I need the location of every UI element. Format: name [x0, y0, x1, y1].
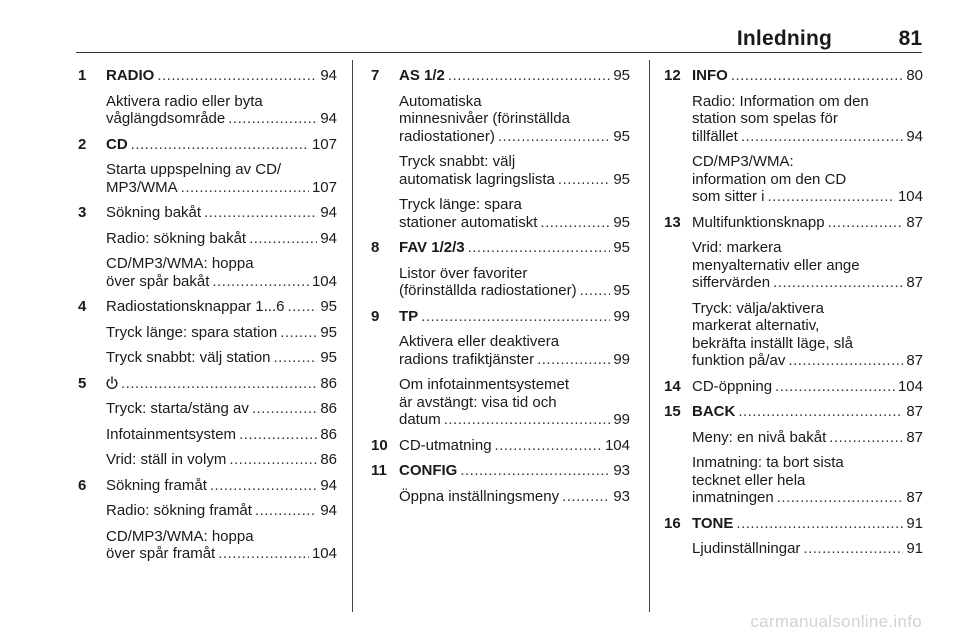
index-line [692, 489, 923, 507]
page-ref: 95 [613, 127, 630, 145]
entry-label: TP [399, 307, 419, 325]
index-entry [371, 462, 630, 505]
index-line [106, 179, 337, 197]
dot-leader [157, 67, 317, 85]
index-line [106, 400, 337, 418]
sub-entry-text: Tryck snabbt: välj [399, 153, 516, 170]
page-ref: 91 [906, 514, 923, 532]
sub-entry [106, 255, 337, 290]
index-entry [78, 374, 337, 469]
index-entry [78, 135, 337, 197]
dot-leader [829, 429, 903, 447]
entry-label: automatisk lagringslista [399, 170, 555, 188]
watermark: carmanualsonline.info [750, 612, 922, 631]
entry-label: Radio: sökning bakåt [106, 229, 247, 247]
entry-label: Tryck: starta/stäng av [106, 400, 249, 417]
entry-label: som sitter i [692, 188, 765, 205]
entry-label: Multifunktionsknapp [692, 213, 825, 231]
page-ref: 95 [320, 323, 337, 341]
sub-entry-text: Starta uppspelning av CD/ [106, 161, 282, 178]
page-ref: 95 [613, 67, 630, 84]
entry-label: datum [399, 411, 441, 428]
dot-leader [444, 411, 611, 429]
page-ref: 104 [311, 545, 337, 562]
page-ref: 95 [613, 239, 630, 256]
index-entry [371, 436, 630, 455]
index-line [399, 411, 630, 429]
index-line [692, 403, 923, 421]
entry-label: över spår framåt [106, 545, 216, 562]
sub-entry [692, 300, 923, 370]
entry-label: radiostationer) [399, 127, 495, 145]
entry-label: BACK [692, 403, 736, 420]
page-ref: 94 [320, 110, 337, 127]
entry-label: Infotainmentsystem [106, 425, 237, 443]
index-entry [664, 67, 923, 206]
index-entry [371, 67, 630, 231]
sub-entry [692, 540, 923, 558]
dot-leader [775, 378, 895, 396]
entry-label: Sökning framåt [106, 476, 207, 494]
page-ref: 87 [906, 274, 923, 291]
item-number: 11 [371, 462, 387, 479]
index-line [399, 462, 630, 480]
index-line [692, 429, 923, 447]
index-line [106, 349, 337, 367]
item-number: 5 [78, 374, 87, 392]
sub-entry [106, 400, 337, 418]
dot-leader [421, 308, 610, 326]
page-ref: 94 [320, 476, 337, 494]
entry-label: våglängdsområde [106, 110, 226, 127]
entry-label: (förinställda radiostationer) [399, 282, 577, 299]
dot-leader [468, 239, 611, 257]
index-column-2 [371, 67, 630, 513]
entry-label: Tryck länge: spara station [106, 323, 278, 341]
dot-leader [274, 349, 318, 367]
entry-label: TONE [692, 514, 734, 532]
index-line [692, 274, 923, 292]
entry-label: MP3/WMA [106, 178, 178, 196]
entry-label: CONFIG [399, 462, 458, 479]
item-number: 3 [78, 204, 87, 221]
dot-leader [562, 488, 610, 506]
page-ref: 104 [311, 272, 337, 290]
dot-leader [498, 128, 610, 146]
sub-entry-text: information om den CD [692, 170, 847, 188]
dot-leader [204, 204, 317, 222]
dot-leader [495, 437, 602, 455]
column-divider [352, 60, 353, 612]
entry-label [106, 375, 118, 393]
dot-leader [537, 351, 610, 369]
dot-leader [252, 400, 317, 418]
dot-leader [181, 179, 309, 197]
index-column-1 [78, 67, 337, 571]
sub-entry-text: Radio: Information om den [692, 92, 869, 110]
index-line [692, 128, 923, 146]
sub-entry-text: CD/MP3/WMA: hoppa [106, 527, 254, 545]
index-entry [664, 213, 923, 370]
page-ref: 104 [897, 377, 923, 395]
page-ref: 95 [613, 282, 630, 299]
page-ref: 94 [320, 67, 337, 84]
item-number: 13 [664, 213, 681, 231]
index-line [692, 515, 923, 533]
index-line [106, 110, 337, 128]
index-entry [664, 514, 923, 558]
page-ref: 86 [320, 451, 337, 468]
sub-entry-text: Automatiska [399, 92, 482, 110]
entry-label: stationer automatiskt [399, 213, 538, 231]
column-divider [649, 60, 650, 612]
entry-label: INFO [692, 67, 728, 84]
entry-label: funktion på/av [692, 352, 786, 369]
dot-leader [741, 128, 903, 146]
sub-entry-text: tecknet eller hela [692, 471, 806, 489]
page-ref: 107 [311, 178, 337, 196]
entry-label: över spår bakåt [106, 272, 210, 290]
page-ref: 95 [613, 170, 630, 188]
page-ref: 93 [613, 462, 630, 479]
item-number: 1 [78, 67, 87, 84]
dot-leader [558, 171, 610, 189]
page-ref: 91 [906, 540, 923, 557]
page-ref: 86 [320, 425, 337, 443]
entry-label: CD [106, 135, 128, 153]
item-number: 12 [664, 67, 681, 84]
dot-leader [255, 502, 317, 520]
page-ref: 87 [906, 428, 923, 446]
sub-entry [399, 153, 630, 188]
index-line [106, 67, 337, 85]
dot-leader [218, 545, 309, 563]
sub-entry [106, 451, 337, 469]
entry-label: Radio: sökning framåt [106, 502, 252, 519]
entry-label: AS 1/2 [399, 67, 445, 84]
page-ref: 104 [604, 436, 630, 454]
power-icon [106, 376, 118, 390]
index-line [399, 351, 630, 369]
index-line [692, 67, 923, 85]
sub-entry-text: bekräfta inställt läge, slå [692, 334, 853, 352]
dot-leader [788, 352, 903, 370]
item-number: 4 [78, 298, 87, 315]
entry-label: Radiostationsknappar 1...6 [106, 298, 285, 315]
index-entry [371, 239, 630, 300]
index-line [692, 188, 923, 206]
page-ref: 80 [906, 67, 923, 84]
entry-label: siffervärden [692, 274, 771, 291]
index-line [106, 375, 337, 393]
sub-entry [692, 239, 923, 292]
sub-entry [106, 426, 337, 444]
page-ref: 87 [906, 213, 923, 231]
entry-label: Öppna inställningsmeny [399, 487, 560, 505]
dot-leader [228, 110, 317, 128]
index-line [692, 378, 923, 396]
index-line [106, 136, 337, 154]
dot-leader [736, 515, 903, 533]
sub-entry-text: Tryck: välja/aktivera [692, 299, 824, 317]
dot-leader [460, 462, 610, 480]
dot-leader [131, 136, 309, 154]
entry-label: Vrid: ställ in volym [106, 451, 227, 468]
page-ref: 95 [320, 298, 337, 315]
index-line [106, 324, 337, 342]
dot-leader [580, 282, 611, 300]
sub-entry-text: Tryck länge: spara [399, 196, 522, 213]
sub-entry [106, 502, 337, 520]
index-line [106, 451, 337, 469]
sub-entry [692, 429, 923, 447]
sub-entry [399, 196, 630, 231]
sub-entry-text: Aktivera eller deaktivera [399, 333, 560, 350]
dot-leader [239, 426, 317, 444]
sub-entry [692, 93, 923, 146]
sub-entry-text: är avstängt: visa tid och [399, 393, 557, 411]
item-number: 10 [371, 436, 388, 454]
item-number: 7 [371, 67, 380, 84]
page-ref: 94 [906, 127, 923, 145]
sub-entry-text: Inmatning: ta bort sista [692, 454, 844, 471]
dot-leader [287, 298, 317, 316]
item-number: 15 [664, 403, 681, 420]
page-ref: 86 [320, 374, 337, 392]
index-entry [78, 67, 337, 128]
dot-leader [768, 188, 895, 206]
index-line [106, 502, 337, 520]
index-line [106, 204, 337, 222]
item-number: 14 [664, 377, 681, 395]
index-line [399, 437, 630, 455]
index-line [399, 67, 630, 85]
page-ref: 94 [320, 502, 337, 519]
sub-entry [399, 488, 630, 506]
sub-entry-text: station som spelas för [692, 110, 838, 127]
index-line [399, 128, 630, 146]
page-ref: 94 [320, 229, 337, 247]
sub-entry [106, 93, 337, 128]
entry-label: CD-utmatning [399, 436, 492, 454]
index-entry [78, 204, 337, 290]
index-line [399, 171, 630, 189]
sub-entry [106, 161, 337, 196]
entry-label: Sökning bakåt [106, 204, 202, 221]
sub-entry-text: Vrid: markera [692, 239, 782, 256]
dot-leader [229, 451, 317, 469]
sub-entry [399, 376, 630, 429]
section-title: Inledning [736, 27, 832, 50]
index-line [106, 426, 337, 444]
page-ref: 95 [613, 213, 630, 231]
sub-entry [399, 93, 630, 146]
sub-entry [106, 528, 337, 563]
sub-entry [106, 230, 337, 248]
index-entry [78, 476, 337, 563]
sub-entry-text: Aktivera radio eller byta [106, 92, 263, 110]
dot-leader [210, 477, 317, 495]
index-line [399, 488, 630, 506]
dot-leader [731, 67, 903, 85]
page-ref: 107 [311, 135, 337, 153]
index-line [399, 239, 630, 257]
page-ref: 95 [320, 349, 337, 366]
sub-entry-text: Listor över favoriter [399, 264, 528, 282]
item-number: 9 [371, 307, 380, 325]
dot-leader [777, 489, 904, 507]
dot-leader [280, 324, 317, 342]
page-ref: 99 [613, 411, 630, 428]
page-number: 81 [898, 27, 922, 50]
item-number: 2 [78, 135, 87, 153]
dot-leader [828, 214, 904, 232]
dot-leader [738, 403, 903, 421]
index-line [692, 214, 923, 232]
dot-leader [773, 274, 903, 292]
dot-leader [803, 540, 903, 558]
entry-label: Tryck snabbt: välj station [106, 349, 271, 366]
entry-label: FAV 1/2/3 [399, 239, 465, 256]
page-ref: 99 [613, 307, 630, 325]
entry-label: Ljudinställningar [692, 540, 801, 557]
page-ref: 94 [320, 204, 337, 221]
index-entry [664, 403, 923, 507]
entry-label: inmatningen [692, 489, 774, 506]
sub-entry-text: minnesnivåer (förinställda [399, 110, 570, 127]
sub-entry [692, 454, 923, 507]
page-ref: 87 [906, 352, 923, 369]
sub-entry-text: CD/MP3/WMA: hoppa [106, 255, 254, 272]
dot-leader [212, 273, 309, 291]
sub-entry-text: menyalternativ eller ange [692, 256, 860, 274]
index-entry [371, 307, 630, 429]
sub-entry [399, 265, 630, 300]
header-rule [76, 52, 922, 53]
dot-leader [249, 230, 317, 248]
entry-label: Meny: en nivå bakåt [692, 428, 827, 446]
index-line [399, 308, 630, 326]
dot-leader [448, 67, 610, 85]
index-line [692, 540, 923, 558]
index-entry [664, 377, 923, 396]
item-number: 8 [371, 239, 380, 256]
index-line [399, 214, 630, 232]
entry-label: RADIO [106, 67, 155, 84]
index-entry [78, 298, 337, 367]
item-number: 16 [664, 514, 681, 532]
index-line [106, 298, 337, 316]
sub-entry [106, 324, 337, 342]
index-line [692, 352, 923, 370]
index-line [106, 477, 337, 495]
entry-label: tillfället [692, 127, 738, 145]
sub-entry-text: markerat alternativ, [692, 317, 820, 334]
index-line [106, 545, 337, 563]
entry-label: CD-öppning [692, 377, 773, 395]
item-number: 6 [78, 476, 87, 494]
dot-leader [540, 214, 610, 232]
sub-entry [399, 333, 630, 368]
sub-entry-text: CD/MP3/WMA: [692, 153, 794, 170]
page-ref: 87 [906, 489, 923, 506]
sub-entry-text: Om infotainmentsystemet [399, 376, 570, 393]
index-line [106, 230, 337, 248]
dot-leader [121, 375, 317, 393]
page-ref: 87 [906, 403, 923, 420]
page-ref: 86 [320, 400, 337, 417]
page-ref: 93 [613, 487, 630, 505]
index-line [106, 273, 337, 291]
index-line [399, 282, 630, 300]
sub-entry [106, 349, 337, 367]
sub-entry [692, 153, 923, 206]
entry-label: radions trafiktjänster [399, 350, 535, 368]
page-ref: 104 [897, 188, 923, 205]
index-column-3 [664, 67, 923, 566]
page-ref: 99 [613, 350, 630, 368]
